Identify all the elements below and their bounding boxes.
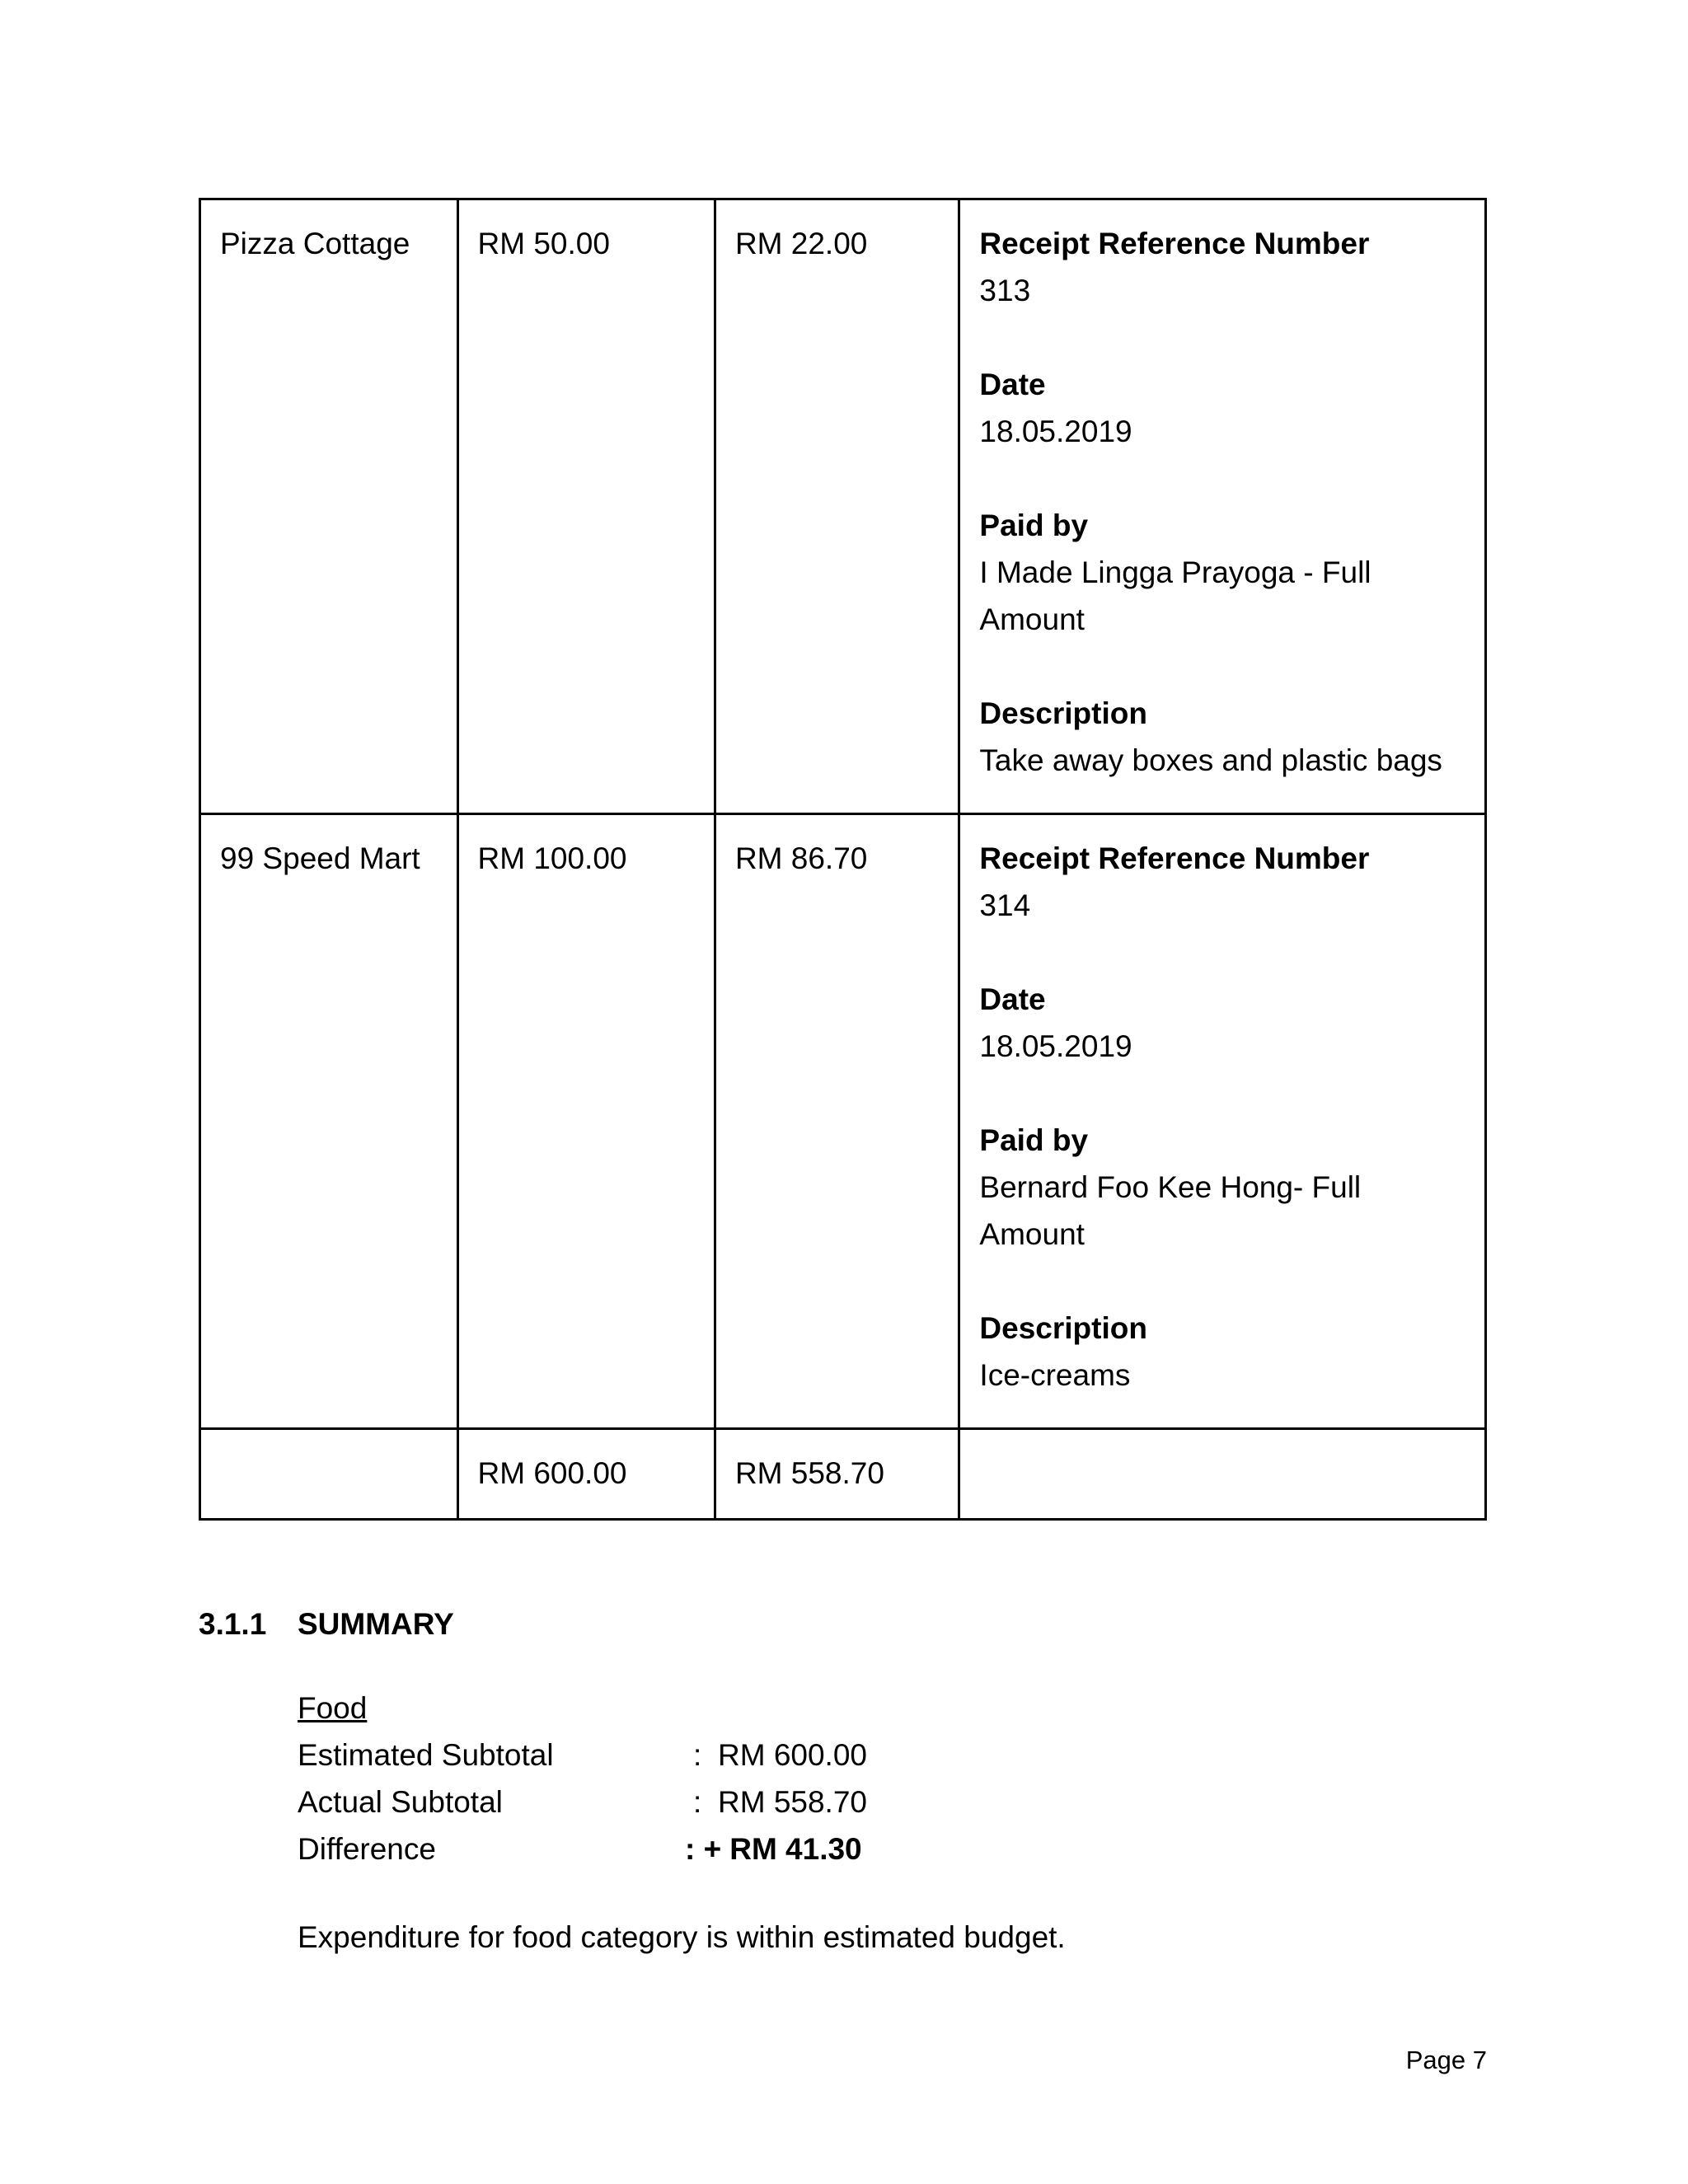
totals-supplier-cell <box>200 1429 458 1520</box>
paid-by-label: Paid by <box>979 509 1089 542</box>
paid-by-group <box>979 502 1465 643</box>
section-title: SUMMARY <box>298 1607 454 1641</box>
totals-actual-cell: RM 558.70 <box>715 1429 959 1520</box>
paid-by-value: I Made Lingga Prayoga - Full Amount <box>979 555 1372 636</box>
date-label: Date <box>979 368 1046 401</box>
date-value: 18.05.2019 <box>979 1029 1132 1063</box>
paid-by-group <box>979 1117 1465 1258</box>
supplier-cell: Pizza Cottage <box>200 199 458 814</box>
estimated-cell: RM 50.00 <box>457 199 715 814</box>
summary-block <box>298 1685 1066 1961</box>
actual-subtotal-line <box>298 1779 1066 1825</box>
estimated-subtotal-value: RM 600.00 <box>718 1738 867 1772</box>
description-label: Description <box>979 1311 1147 1345</box>
date-label: Date <box>979 982 1046 1016</box>
table-row <box>200 814 1486 1429</box>
expense-table <box>199 198 1487 1521</box>
description-group <box>979 690 1465 784</box>
supplier-cell: 99 Speed Mart <box>200 814 458 1429</box>
details-cell <box>959 814 1486 1429</box>
difference-line <box>298 1825 1066 1872</box>
receipt-label: Receipt Reference Number <box>979 841 1370 875</box>
actual-subtotal-label: Actual Subtotal <box>298 1785 503 1819</box>
section-number: 3.1.1 <box>199 1607 267 1641</box>
receipt-value: 314 <box>979 888 1031 922</box>
summary-category: Food <box>298 1691 368 1725</box>
totals-estimated-cell: RM 600.00 <box>457 1429 715 1520</box>
paid-by-value: Bernard Foo Kee Hong- Full Amount <box>979 1170 1362 1251</box>
summary-note: Expenditure for food category is within estimated budget. <box>298 1920 1066 1954</box>
section-heading <box>199 1601 454 1647</box>
description-label: Description <box>979 696 1147 730</box>
receipt-label: Receipt Reference Number <box>979 227 1370 260</box>
description-value: Ice-creams <box>979 1358 1131 1392</box>
actual-subtotal-value: RM 558.70 <box>718 1785 867 1819</box>
actual-cell: RM 22.00 <box>715 199 959 814</box>
table-row <box>200 199 1486 814</box>
estimated-subtotal-label: Estimated Subtotal <box>298 1738 554 1772</box>
actual-cell: RM 86.70 <box>715 814 959 1429</box>
description-group <box>979 1305 1465 1399</box>
receipt-group <box>979 835 1465 929</box>
difference-label: Difference <box>298 1832 436 1866</box>
date-value: 18.05.2019 <box>979 415 1132 448</box>
actual-subtotal-separator: : <box>693 1785 702 1819</box>
estimated-subtotal-separator: : <box>693 1738 702 1772</box>
details-cell <box>959 199 1486 814</box>
totals-row <box>200 1429 1486 1520</box>
estimated-subtotal-line <box>298 1732 1066 1779</box>
description-value: Take away boxes and plastic bags <box>979 743 1442 777</box>
estimated-cell: RM 100.00 <box>457 814 715 1429</box>
difference-value: RM 41.30 <box>729 1832 862 1866</box>
difference-separator: : + <box>685 1832 722 1866</box>
receipt-group <box>979 220 1465 314</box>
date-group <box>979 361 1465 455</box>
receipt-value: 313 <box>979 274 1031 307</box>
paid-by-label: Paid by <box>979 1123 1089 1157</box>
date-group <box>979 976 1465 1070</box>
page-number: Page 7 <box>1405 2046 1487 2074</box>
totals-details-cell <box>959 1429 1486 1520</box>
